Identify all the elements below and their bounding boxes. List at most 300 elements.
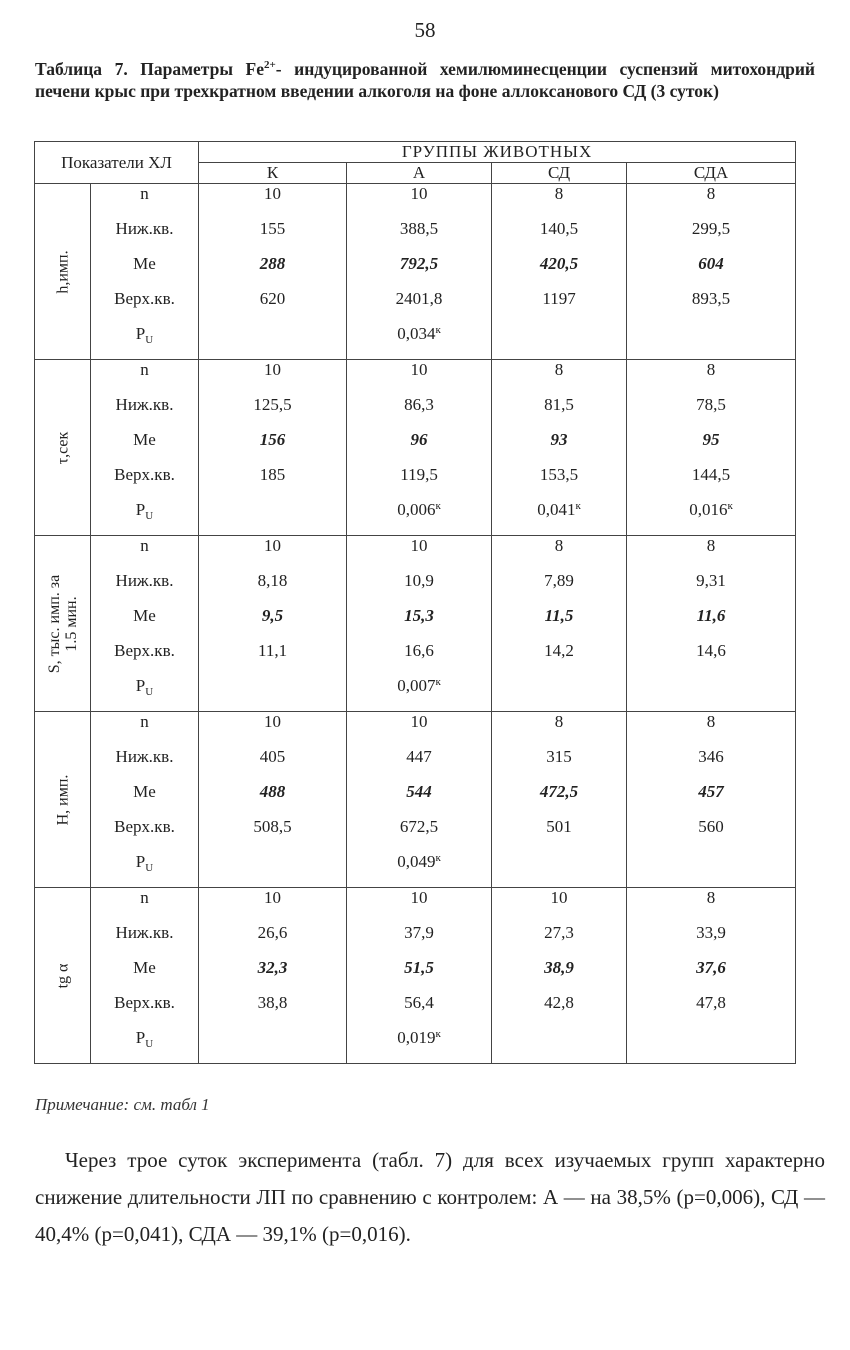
row-labels xyxy=(91,712,199,888)
median-value xyxy=(492,606,626,641)
value-text: 93 xyxy=(550,430,568,449)
table-value xyxy=(347,360,491,395)
group-value-cell xyxy=(627,360,796,536)
row-label xyxy=(91,993,198,1028)
value-text: 8 xyxy=(706,712,716,731)
table-value xyxy=(492,747,626,782)
value-text: 38,8 xyxy=(257,993,288,1012)
value-text: 155 xyxy=(259,219,286,238)
row-label-text: n xyxy=(140,360,149,379)
table-value xyxy=(199,817,346,852)
table-value xyxy=(627,747,795,782)
p-mark: к xyxy=(435,324,441,336)
value-text: 37,9 xyxy=(404,923,434,942)
median-value xyxy=(492,782,626,817)
table-value xyxy=(492,219,626,254)
p-value xyxy=(199,676,346,711)
row-label-text: n xyxy=(140,712,149,731)
caption-superscript: 2+ xyxy=(263,59,276,72)
row-label xyxy=(91,465,198,500)
value-text: 144,5 xyxy=(691,465,731,484)
table-value xyxy=(492,184,626,219)
row-label xyxy=(91,817,198,852)
value-text: 38,9 xyxy=(544,958,574,977)
table-value xyxy=(347,747,491,782)
row-label-text: P xyxy=(135,676,146,695)
value-text: 16,6 xyxy=(404,641,434,660)
value-text: 8 xyxy=(706,184,716,203)
table-value xyxy=(627,536,795,571)
p-value xyxy=(347,500,491,535)
group-value-cell xyxy=(347,360,492,536)
table-value xyxy=(347,923,491,958)
table-value xyxy=(627,360,795,395)
row-label xyxy=(91,395,198,430)
p-mark: к xyxy=(435,500,441,512)
value-text: 1197 xyxy=(542,289,576,308)
value-text: 672,5 xyxy=(399,817,439,836)
section-label-text xyxy=(54,774,71,825)
data-table xyxy=(34,141,796,1064)
row-label-text: Me xyxy=(133,782,156,801)
p-subscript: U xyxy=(145,510,154,522)
table-value xyxy=(199,465,346,500)
median-value xyxy=(492,430,626,465)
group-header: ГРУППЫ ЖИВОТНЫХ xyxy=(199,142,796,163)
value-text: 0,041 xyxy=(537,500,576,519)
group-value-cell xyxy=(492,360,627,536)
table-value xyxy=(347,219,491,254)
section-label xyxy=(35,184,91,360)
table-value xyxy=(347,993,491,1028)
p-value xyxy=(347,676,491,711)
value-text: 140,5 xyxy=(539,219,579,238)
body-paragraph: Через трое суток эксперимента (табл. 7) для всех изучаемых групп характерно снижение длительности ЛП по сравнению с контролем: А — на 38,5% (р=0,006), СД — 40,4% (р=0,041), СДА — 39,1% (р=0,016). xyxy=(35,1148,825,1246)
group-value-cell xyxy=(347,184,492,360)
table-value xyxy=(347,571,491,606)
row-label-text: Ниж.кв. xyxy=(115,747,174,766)
value-text: 8 xyxy=(554,712,564,731)
table-value xyxy=(492,641,626,676)
row-label xyxy=(91,219,198,254)
section-label-line1: tg α xyxy=(54,963,71,988)
row-label-text: P xyxy=(135,324,146,343)
table-value xyxy=(627,219,795,254)
table-caption xyxy=(35,58,815,102)
value-text: 14,2 xyxy=(544,641,574,660)
value-text: 8 xyxy=(554,360,564,379)
section-row xyxy=(35,360,796,536)
median-value xyxy=(347,958,491,993)
value-text: 156 xyxy=(259,430,286,449)
median-value xyxy=(627,254,795,289)
table-value xyxy=(199,641,346,676)
row-labels xyxy=(91,888,199,1064)
group-value-cell xyxy=(347,888,492,1064)
group-value-cell xyxy=(347,536,492,712)
p-value xyxy=(199,500,346,535)
row-label-text: Ниж.кв. xyxy=(115,571,174,590)
table-value xyxy=(199,993,346,1028)
row-labels xyxy=(91,536,199,712)
row-label xyxy=(91,360,198,395)
row-label-text: Верх.кв. xyxy=(114,817,175,836)
table-value xyxy=(199,289,346,324)
p-mark: к xyxy=(575,500,581,512)
section-label xyxy=(35,888,91,1064)
value-text: 14,6 xyxy=(696,641,726,660)
value-text: 86,3 xyxy=(404,395,434,414)
group-sd: СД xyxy=(492,163,627,184)
value-text: 10 xyxy=(410,712,428,731)
table-value xyxy=(347,817,491,852)
row-label xyxy=(91,430,198,465)
row-label-text: Me xyxy=(133,958,156,977)
p-value xyxy=(492,676,626,711)
table-value xyxy=(199,712,346,747)
value-text: 15,3 xyxy=(404,606,434,625)
value-text: 544 xyxy=(406,782,432,801)
caption-part1: Таблица 7. Параметры Fe xyxy=(35,59,264,79)
value-text: 792,5 xyxy=(399,254,439,273)
value-text: 42,8 xyxy=(544,993,574,1012)
row-label-text: n xyxy=(140,184,149,203)
table-value xyxy=(492,536,626,571)
value-text: 0,034 xyxy=(397,324,436,343)
table-value xyxy=(627,817,795,852)
row-label xyxy=(91,536,198,571)
table-value xyxy=(627,571,795,606)
value-text: 27,3 xyxy=(544,923,574,942)
section-row xyxy=(35,712,796,888)
value-text: 2401,8 xyxy=(395,289,443,308)
group-value-cell xyxy=(627,888,796,1064)
row-label-text: Верх.кв. xyxy=(114,641,175,660)
row-label xyxy=(91,747,198,782)
value-text: 11,1 xyxy=(257,641,288,660)
table-value xyxy=(627,993,795,1028)
group-value-cell xyxy=(199,184,347,360)
section-row xyxy=(35,184,796,360)
value-text: 47,8 xyxy=(696,993,726,1012)
value-text: 0,007 xyxy=(397,676,436,695)
section-label xyxy=(35,712,91,888)
value-text: 56,4 xyxy=(404,993,434,1012)
median-value xyxy=(199,254,346,289)
section-label-line2: 1.5 мин. xyxy=(62,595,80,652)
value-text: 81,5 xyxy=(544,395,574,414)
value-text: 8,18 xyxy=(257,571,288,590)
table-value xyxy=(199,536,346,571)
median-value xyxy=(199,958,346,993)
value-text: 9,5 xyxy=(261,606,284,625)
value-text: 8 xyxy=(706,536,716,555)
value-text: 32,3 xyxy=(257,958,288,977)
row-label xyxy=(91,712,198,747)
row-labels xyxy=(91,184,199,360)
value-text: 11,5 xyxy=(544,606,574,625)
row-label-text: Верх.кв. xyxy=(114,993,175,1012)
median-value xyxy=(199,430,346,465)
table-value xyxy=(627,712,795,747)
p-mark: к xyxy=(435,1028,441,1040)
row-label-text: Ниж.кв. xyxy=(115,923,174,942)
group-value-cell xyxy=(627,712,796,888)
row-label-text: Ниж.кв. xyxy=(115,219,174,238)
row-label-text: P xyxy=(135,852,146,871)
p-mark: к xyxy=(435,852,441,864)
row-label-text: Me xyxy=(133,606,156,625)
table-value xyxy=(199,360,346,395)
value-text: 51,5 xyxy=(404,958,434,977)
row-label xyxy=(91,500,198,535)
section-label xyxy=(35,536,91,712)
median-value xyxy=(627,958,795,993)
table-value xyxy=(492,360,626,395)
p-subscript: U xyxy=(145,334,154,346)
row-label-text: n xyxy=(140,888,149,907)
section-label-line1: S, тыс. имп. за xyxy=(45,574,63,673)
value-text: 315 xyxy=(546,747,572,766)
p-value xyxy=(627,500,795,535)
value-text: 299,5 xyxy=(691,219,731,238)
p-value xyxy=(492,324,626,359)
median-value xyxy=(627,606,795,641)
group-value-cell xyxy=(492,184,627,360)
p-mark: к xyxy=(435,676,441,688)
p-value xyxy=(627,852,795,887)
table-value xyxy=(347,641,491,676)
median-value xyxy=(347,606,491,641)
row-label xyxy=(91,641,198,676)
table-value xyxy=(627,923,795,958)
table-value xyxy=(492,712,626,747)
value-text: 620 xyxy=(259,289,286,308)
table-value xyxy=(492,993,626,1028)
median-value xyxy=(347,430,491,465)
median-value xyxy=(492,958,626,993)
group-value-cell xyxy=(199,360,347,536)
row-label xyxy=(91,923,198,958)
median-value xyxy=(627,782,795,817)
table-value xyxy=(492,571,626,606)
value-text: 0,019 xyxy=(397,1028,436,1047)
table-value xyxy=(199,571,346,606)
table-value xyxy=(199,923,346,958)
median-value xyxy=(627,430,795,465)
table-value xyxy=(347,395,491,430)
group-value-cell xyxy=(492,712,627,888)
row-label-text: Ниж.кв. xyxy=(115,395,174,414)
value-text: 119,5 xyxy=(400,465,438,484)
table-value xyxy=(199,219,346,254)
value-text: 893,5 xyxy=(691,289,731,308)
value-text: 346 xyxy=(698,747,724,766)
group-k: К xyxy=(199,163,347,184)
row-header: Показатели ХЛ xyxy=(35,142,199,184)
p-value xyxy=(627,1028,795,1063)
table-value xyxy=(492,395,626,430)
value-text: 10 xyxy=(410,888,428,907)
row-label xyxy=(91,676,198,711)
value-text: 420,5 xyxy=(539,254,579,273)
value-text: 10 xyxy=(264,536,282,555)
value-text: 501 xyxy=(546,817,572,836)
value-text: 10 xyxy=(264,712,282,731)
value-text: 95 xyxy=(702,430,720,449)
table-value xyxy=(627,888,795,923)
value-text: 125,5 xyxy=(253,395,292,414)
p-value xyxy=(347,852,491,887)
value-text: 447 xyxy=(406,747,432,766)
table-value xyxy=(627,395,795,430)
section-label-line1: H, имп. xyxy=(54,774,71,825)
row-label-text: Верх.кв. xyxy=(114,465,175,484)
value-text: 78,5 xyxy=(696,395,726,414)
group-sda: СДА xyxy=(627,163,796,184)
section-label-text xyxy=(54,963,71,988)
median-value xyxy=(347,782,491,817)
value-text: 11,6 xyxy=(696,606,726,625)
table-value xyxy=(492,923,626,958)
value-text: 8 xyxy=(706,888,716,907)
value-text: 0,006 xyxy=(397,500,436,519)
table-value xyxy=(347,184,491,219)
row-label xyxy=(91,571,198,606)
section-label-text xyxy=(46,574,80,672)
p-mark: к xyxy=(727,500,733,512)
value-text: 604 xyxy=(698,254,724,273)
group-value-cell xyxy=(492,888,627,1064)
section-label-line1: τ,сек xyxy=(54,431,71,464)
value-text: 8 xyxy=(554,536,564,555)
value-text: 33,9 xyxy=(696,923,726,942)
median-value xyxy=(199,606,346,641)
group-value-cell xyxy=(627,184,796,360)
table-value xyxy=(627,184,795,219)
row-label-text: Me xyxy=(133,430,156,449)
value-text: 405 xyxy=(259,747,286,766)
group-value-cell xyxy=(347,712,492,888)
group-a: А xyxy=(347,163,492,184)
row-label xyxy=(91,184,198,219)
value-text: 26,6 xyxy=(257,923,288,942)
value-text: 10 xyxy=(550,888,568,907)
group-value-cell xyxy=(199,712,347,888)
table-value xyxy=(347,289,491,324)
row-label xyxy=(91,289,198,324)
table-value xyxy=(199,184,346,219)
value-text: 288 xyxy=(259,254,286,273)
p-subscript: U xyxy=(145,686,154,698)
value-text: 8 xyxy=(554,184,564,203)
median-value xyxy=(199,782,346,817)
table-value xyxy=(347,888,491,923)
p-subscript: U xyxy=(145,862,154,874)
section-label-text xyxy=(54,431,71,464)
section-label xyxy=(35,360,91,536)
median-value xyxy=(492,254,626,289)
table-value xyxy=(199,888,346,923)
row-label xyxy=(91,782,198,817)
row-label xyxy=(91,1028,198,1063)
table-value xyxy=(492,465,626,500)
table-value xyxy=(347,712,491,747)
caption-part2: - индуцированной хемилюминесценции суспензий митохондрий печени крыс при трехкратном введении алкоголя на фоне аллоксанового СД (3 суток) xyxy=(35,59,815,101)
value-text: 10 xyxy=(264,360,282,379)
group-value-cell xyxy=(627,536,796,712)
value-text: 560 xyxy=(698,817,724,836)
p-value xyxy=(627,324,795,359)
p-value xyxy=(492,852,626,887)
value-text: 10,9 xyxy=(404,571,434,590)
p-value xyxy=(347,324,491,359)
row-label-text: P xyxy=(135,500,146,519)
table-value xyxy=(347,536,491,571)
table-note: Примечание: см. табл 1 xyxy=(35,1095,210,1114)
table-body xyxy=(35,184,796,1064)
value-text: 8 xyxy=(706,360,716,379)
value-text: 388,5 xyxy=(399,219,439,238)
p-value xyxy=(199,852,346,887)
value-text: 508,5 xyxy=(253,817,292,836)
value-text: 10 xyxy=(264,184,282,203)
p-value xyxy=(492,1028,626,1063)
table-value xyxy=(492,289,626,324)
section-row xyxy=(35,536,796,712)
group-value-cell xyxy=(492,536,627,712)
table-value xyxy=(627,289,795,324)
value-text: 0,016 xyxy=(689,500,728,519)
p-subscript: U xyxy=(145,1038,154,1050)
group-value-cell xyxy=(199,536,347,712)
value-text: 472,5 xyxy=(539,782,579,801)
table-value xyxy=(492,817,626,852)
p-value xyxy=(347,1028,491,1063)
row-label xyxy=(91,888,198,923)
value-text: 10 xyxy=(410,536,428,555)
table-value xyxy=(199,747,346,782)
median-value xyxy=(347,254,491,289)
value-text: 96 xyxy=(410,430,428,449)
page-number: 58 xyxy=(414,18,436,42)
value-text: 10 xyxy=(410,360,428,379)
row-label-text: Верх.кв. xyxy=(114,289,175,308)
value-text: 7,89 xyxy=(544,571,574,590)
row-label xyxy=(91,606,198,641)
row-labels xyxy=(91,360,199,536)
row-label xyxy=(91,958,198,993)
p-value xyxy=(492,500,626,535)
table-value xyxy=(492,888,626,923)
group-value-cell xyxy=(199,888,347,1064)
row-label-text: P xyxy=(135,1028,146,1047)
value-text: 10 xyxy=(410,184,428,203)
section-row xyxy=(35,888,796,1064)
row-label xyxy=(91,852,198,887)
row-label-text: Me xyxy=(133,254,156,273)
value-text: 488 xyxy=(259,782,286,801)
p-value xyxy=(199,1028,346,1063)
p-value xyxy=(199,324,346,359)
table-value xyxy=(627,641,795,676)
table-value xyxy=(347,465,491,500)
value-text: 0,049 xyxy=(397,852,436,871)
value-text: 10 xyxy=(264,888,282,907)
section-label-text xyxy=(54,250,71,293)
table-value xyxy=(627,465,795,500)
value-text: 37,6 xyxy=(696,958,726,977)
